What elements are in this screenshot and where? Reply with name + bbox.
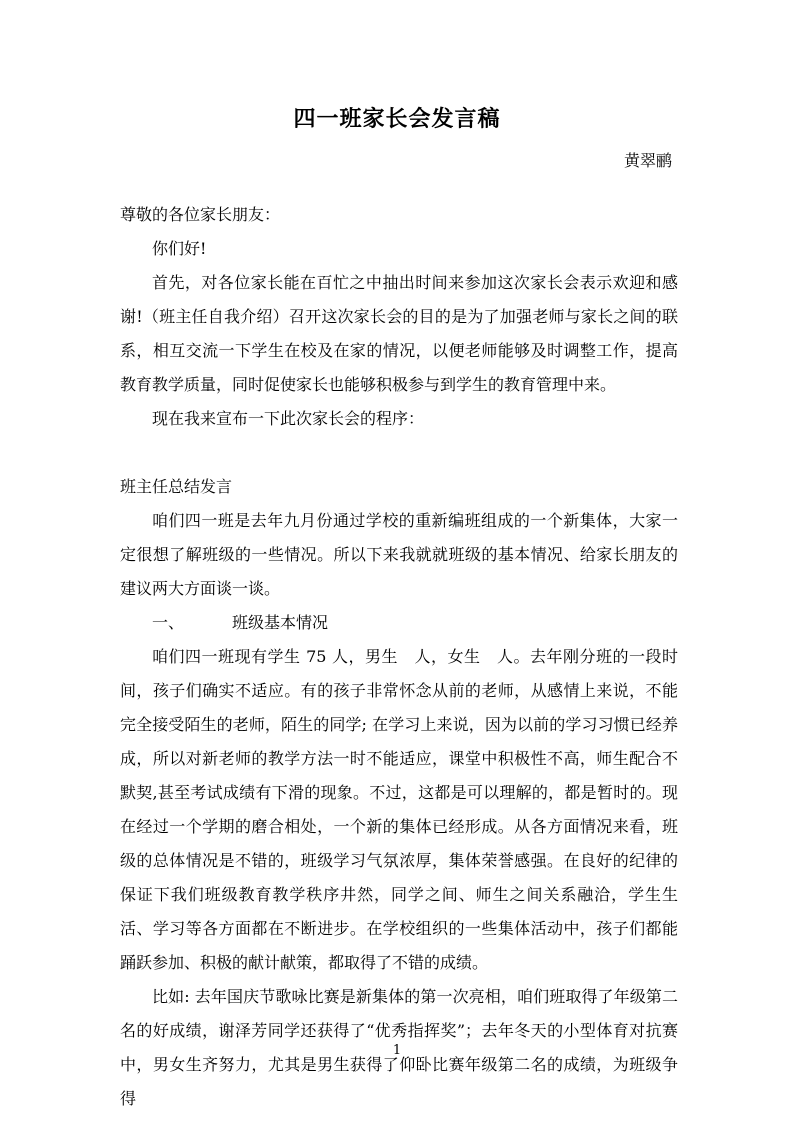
opening-paragraph: 首先，对各位家长能在百忙之中抽出时间来参加这次家长会表示欢迎和感谢!（班主任自我介绍）召开这次家长会的目的是为了加强老师与家长之间的联系，相互交流一下学生在校及在家的情况，以便老师能够及时调整工作，提高教育教学质量，同时促使家长也能够积极参与到学生的教育管理中来。 — [120, 273, 678, 394]
class-situation-paragraph: 咱们四一班现有学生 75 人，男生 人，女生 人。去年刚分班的一段时间，孩子们确实不适应。有的孩子非常怀念从前的老师，从感情上来说，不能完全接受陌生的老师，陌生的同学; 在学习上来说，因为以前的学习习惯已经养成，所以对新老师的教学方法一时不能适应，课堂中积极性不高，师生配合不默契,甚至考试成绩有下滑的现象。不过，这都是可以理解的，都是暂时的。现在经过一个学期的磨合相处，一个新的集体已经形成。从各方面情况来看，班级的总体情况是不错的，班级学习气氛浓厚，集体荣誉感强。在良好的纪律的保证下我们班级教育教学秩序井然，同学之间、师生之间关系融洽，学生生活、学习等各方面都在不断进步。在学校组织的一些集体活动中，孩子们都能踊跃参加、积极的献计献策，都取得了不错的成绩。 — [120, 647, 678, 972]
section-1-heading — [120, 606, 678, 640]
section-heading: 班主任总结发言 — [120, 477, 233, 496]
example-paragraph: 比如: 去年国庆节歌咏比赛是新集体的第一次亮相，咱们班取得了年级第二名的好成绩，谢泽芳同学还获得了“优秀指挥奖”；去年冬天的小型体育对抗赛中，男女生齐努力，尤其是男生获得了仰卧比赛年级第二名的成绩，为班级争得 — [120, 987, 678, 1108]
document-body — [120, 198, 678, 1116]
greeting-line: 尊敬的各位家长朋友： — [120, 205, 281, 224]
blank-line — [120, 436, 678, 470]
hello-line: 你们好! — [152, 239, 207, 258]
author-name: 黄翠鹂 — [623, 151, 672, 170]
section-1-number: 一、 — [152, 613, 185, 632]
class-intro-paragraph: 咱们四一班是去年九月份通过学校的重新编班组成的一个新集体，大家一定很想了解班级的一些情况。所以下来我就就班级的基本情况、给家长朋友的建议两大方面谈一谈。 — [120, 511, 678, 598]
page-number: 1 — [392, 1043, 402, 1058]
agenda-intro-paragraph: 现在我来宣布一下此次家长会的程序： — [152, 409, 425, 428]
document-title: 四一班家长会发言稿 — [293, 106, 501, 132]
section-1-title: 班级基本情况 — [232, 613, 329, 632]
